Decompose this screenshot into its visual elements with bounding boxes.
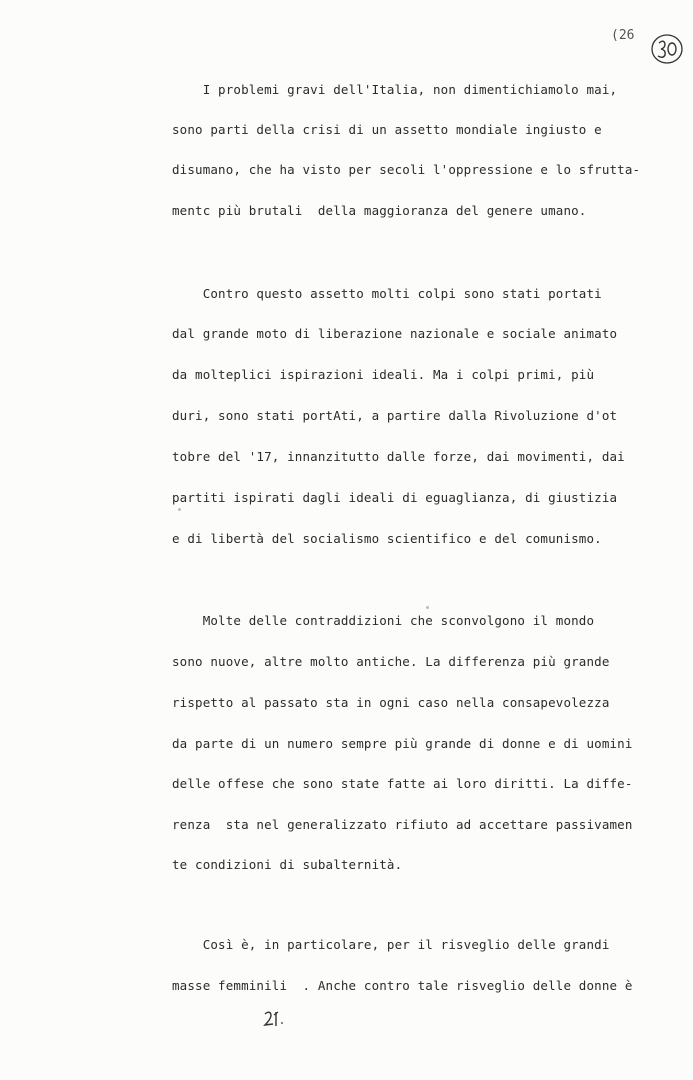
text-line: e di libertà del socialismo scientifico e del comunismo. [172,531,602,546]
text-line: dal grande moto di liberazione nazionale e sociale animato [172,326,618,341]
scan-speck [178,508,181,511]
handwritten-footer-mark [262,1008,286,1030]
text-line: disumano, che ha visto per secoli l'oppressione e lo sfrutta- [172,162,641,177]
text-line: Così è, in particolare, per il risveglio delle grandi [172,937,610,952]
text-line: masse femminili . Anche contro tale risveglio delle donne è [172,978,633,993]
text-line: da molteplici ispirazioni ideali. Ma i colpi primi, più [172,367,595,382]
page-number: (26 [611,28,635,43]
text-line: renza sta nel generalizzato rifiuto ad accettare passivamen [172,817,633,832]
text-line: Molte delle contraddizioni che sconvolgono il mondo [172,613,595,628]
text-line: da parte di un numero sempre più grande di donne e di uomini [172,736,633,751]
text-line: I problemi gravi dell'Italia, non dimentichiamolo mai, [172,82,618,97]
circled-page-number-stamp [650,32,684,66]
text-line: Contro questo assetto molti colpi sono stati portati [172,286,602,301]
text-line: te condizioni di subalternità. [172,857,403,872]
text-line: duri, sono stati portAti, a partire dalla Rivoluzione d'ot [172,408,618,423]
text-line: partiti ispirati dagli ideali di eguaglianza, di giustizia [172,490,618,505]
text-line: mentc più brutali della maggioranza del genere umano. [172,203,587,218]
scan-speck [426,606,429,609]
text-line: tobre del '17, innanzitutto dalle forze, dai movimenti, dai [172,449,625,464]
text-line: rispetto al passato sta in ogni caso nella consapevolezza [172,695,610,710]
text-line: sono nuove, altre molto antiche. La differenza più grande [172,654,610,669]
text-line: delle offese che sono state fatte ai loro diritti. La diffe- [172,776,633,791]
text-line: sono parti della crisi di un assetto mondiale ingiusto e [172,122,602,137]
